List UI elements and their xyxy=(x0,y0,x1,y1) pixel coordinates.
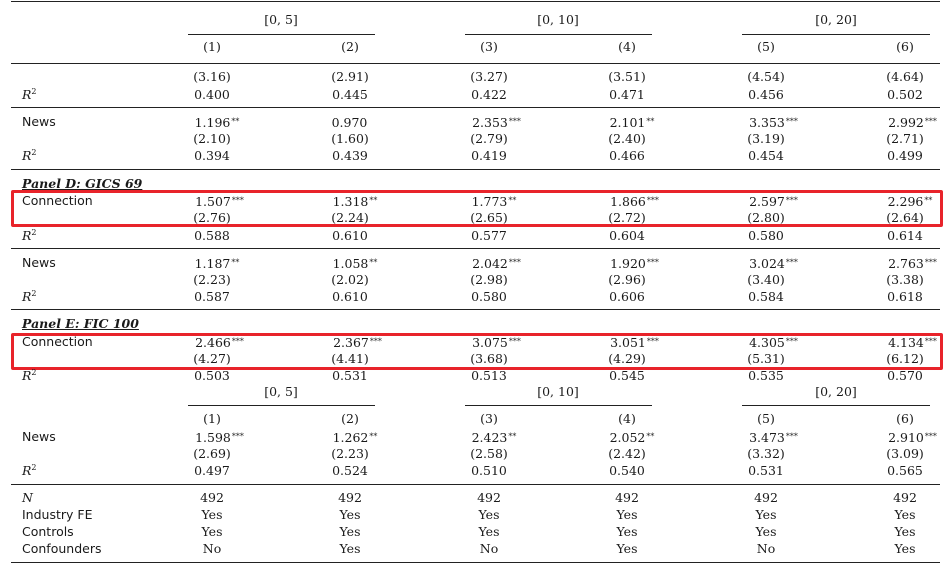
panel-e-title: Panel E: FIC 100 xyxy=(22,316,139,331)
footer-cell: Yes xyxy=(478,507,500,522)
coefficient-value: 1.058 xyxy=(332,256,369,271)
significance-stars: *** xyxy=(231,432,244,441)
group-underline xyxy=(742,34,930,35)
significance-stars: ** xyxy=(231,117,240,126)
t-stat-cell: (4.29) xyxy=(608,351,646,366)
significance-stars: *** xyxy=(508,258,521,267)
coefficient-value: 2.296 xyxy=(887,194,924,209)
window-group-header: [0, 10] xyxy=(537,12,579,27)
t-stat-cell: (2.69) xyxy=(193,446,231,461)
footer-cell: Yes xyxy=(339,507,361,522)
group-underline xyxy=(188,34,375,35)
coefficient-cell xyxy=(295,429,415,445)
t-stat-cell: (2.02) xyxy=(331,272,369,287)
r-squared-cell: 0.565 xyxy=(887,463,923,478)
footer-cell: 492 xyxy=(893,490,917,505)
column-number-header: (5) xyxy=(757,39,775,54)
row-label-news: News xyxy=(22,429,56,444)
r-squared-cell: 0.540 xyxy=(609,463,645,478)
coefficient-cell xyxy=(714,429,834,445)
coefficient-value: 2.597 xyxy=(749,194,785,209)
coefficient-cell xyxy=(160,429,280,445)
r-squared-symbol: R xyxy=(22,228,32,243)
r-squared-cell: 0.606 xyxy=(609,289,645,304)
window-group-header: [0, 20] xyxy=(815,12,857,27)
coefficient-cell xyxy=(853,114,950,130)
footer-cell: Yes xyxy=(616,524,638,539)
header-bottom-rule xyxy=(11,63,940,64)
t-stat-cell: (2.71) xyxy=(886,131,924,146)
coefficient-cell xyxy=(437,255,557,271)
footer-cell: Yes xyxy=(201,507,223,522)
footer-row-label: Confounders xyxy=(22,541,102,556)
r-squared-cell: 0.570 xyxy=(887,368,923,383)
coefficient-cell xyxy=(853,429,950,445)
r-squared-label xyxy=(22,148,37,163)
r-squared-cell: 0.419 xyxy=(471,148,507,163)
footer-cell: Yes xyxy=(339,524,361,539)
coefficient-value: 2.042 xyxy=(472,256,508,271)
r-squared-cell: 0.466 xyxy=(609,148,645,163)
r-squared-superscript: 2 xyxy=(31,227,37,237)
footer-cell: 492 xyxy=(200,490,224,505)
footer-cell: Yes xyxy=(339,541,361,556)
r-squared-label xyxy=(22,228,37,243)
coefficient-cell xyxy=(157,114,277,130)
footer-cell: Yes xyxy=(755,507,777,522)
t-stat-cell: (3.68) xyxy=(470,351,508,366)
r-squared-cell: 0.503 xyxy=(194,368,230,383)
coefficient-value: 3.024 xyxy=(749,256,785,271)
coefficient-cell xyxy=(434,429,554,445)
r-squared-superscript: 2 xyxy=(31,288,37,298)
coefficient-value: 1.598 xyxy=(195,430,231,445)
r-squared-cell: 0.610 xyxy=(332,289,368,304)
coefficient-value: 2.353 xyxy=(472,115,508,130)
t-stat-cell: (2.58) xyxy=(470,446,508,461)
coefficient-value: 2.466 xyxy=(195,335,231,350)
t-stat-cell: (5.31) xyxy=(747,351,785,366)
coefficient-value: 4.305 xyxy=(749,335,785,350)
coefficient-value: 4.134 xyxy=(888,335,924,350)
significance-stars: *** xyxy=(785,432,798,441)
significance-stars: ** xyxy=(369,432,378,441)
r-squared-cell: 0.445 xyxy=(332,87,368,102)
footer-cell: No xyxy=(479,541,499,556)
t-stat-cell: (2.76) xyxy=(193,210,231,225)
r-squared-superscript: 2 xyxy=(31,462,37,472)
coefficient-cell xyxy=(290,114,410,130)
t-stat-cell: (2.42) xyxy=(608,446,646,461)
t-stat-cell: (3.38) xyxy=(886,272,924,287)
t-stat-cell: (2.65) xyxy=(470,210,508,225)
t-stat-cell: (3.27) xyxy=(470,69,508,84)
footer-cell: 492 xyxy=(477,490,501,505)
significance-stars: ** xyxy=(646,117,655,126)
coefficient-value: 3.473 xyxy=(749,430,785,445)
r-squared-cell: 0.588 xyxy=(194,228,230,243)
section-rule xyxy=(11,484,940,485)
coefficient-cell xyxy=(572,429,692,445)
t-stat-cell: (3.16) xyxy=(193,69,231,84)
t-stat-cell: (2.80) xyxy=(747,210,785,225)
column-number-header: (3) xyxy=(480,39,498,54)
r-squared-symbol: R xyxy=(22,463,32,478)
t-stat-cell: (6.12) xyxy=(886,351,924,366)
t-stat-cell: (2.98) xyxy=(470,272,508,287)
r-squared-cell: 0.510 xyxy=(471,463,507,478)
footer-cell: Yes xyxy=(616,507,638,522)
top-rule xyxy=(11,1,940,2)
group-underline xyxy=(465,34,652,35)
coefficient-value: 1.318 xyxy=(332,194,369,209)
coefficient-value: 2.423 xyxy=(471,430,508,445)
coefficient-cell xyxy=(572,114,692,130)
coefficient-value: 2.763 xyxy=(888,256,924,271)
footer-row-label: Industry FE xyxy=(22,507,93,522)
t-stat-cell: (2.40) xyxy=(608,131,646,146)
significance-stars: *** xyxy=(924,117,937,126)
coefficient-value: 3.075 xyxy=(472,335,508,350)
t-stat-cell: (4.54) xyxy=(747,69,785,84)
highlight-box-panel-d xyxy=(11,190,943,227)
t-stat-cell: (2.72) xyxy=(608,210,646,225)
row-label-connection: Connection xyxy=(22,193,93,208)
significance-stars: *** xyxy=(785,196,798,205)
column-number-header: (6) xyxy=(896,39,914,54)
significance-stars: *** xyxy=(646,258,659,267)
bottom-rule xyxy=(11,562,940,563)
r-squared-cell: 0.400 xyxy=(194,87,230,102)
section-rule xyxy=(11,169,940,170)
t-stat-cell: (3.40) xyxy=(747,272,785,287)
r-squared-cell: 0.439 xyxy=(332,148,368,163)
significance-stars: *** xyxy=(508,337,521,346)
coefficient-value: 2.910 xyxy=(888,430,924,445)
group-underline xyxy=(465,405,652,406)
t-stat-cell: (2.91) xyxy=(331,69,369,84)
footer-cell: Yes xyxy=(201,524,223,539)
column-number-header: (1) xyxy=(203,39,221,54)
significance-stars: ** xyxy=(231,258,240,267)
window-group-header: [0, 20] xyxy=(815,384,857,399)
significance-stars: *** xyxy=(231,337,244,346)
r-squared-cell: 0.502 xyxy=(887,87,923,102)
r-squared-cell: 0.513 xyxy=(471,368,507,383)
coefficient-cell xyxy=(157,255,277,271)
footer-cell: Yes xyxy=(894,541,916,556)
coefficient-cell xyxy=(853,255,950,271)
r-squared-cell: 0.604 xyxy=(609,228,645,243)
row-label-connection: Connection xyxy=(22,334,93,349)
r-squared-cell: 0.497 xyxy=(194,463,230,478)
r-squared-symbol: R xyxy=(22,289,32,304)
t-stat-cell: (2.64) xyxy=(886,210,924,225)
significance-stars: *** xyxy=(646,337,659,346)
t-stat-cell: (2.10) xyxy=(193,131,231,146)
r-squared-cell: 0.618 xyxy=(887,289,923,304)
coefficient-value: 2.101 xyxy=(609,115,646,130)
highlight-box-panel-e xyxy=(11,333,943,370)
coefficient-value: 1.920 xyxy=(610,256,646,271)
footer-cell: No xyxy=(756,541,776,556)
r-squared-cell: 0.531 xyxy=(332,368,368,383)
footer-row-label: Controls xyxy=(22,524,74,539)
t-stat-cell: (3.32) xyxy=(747,446,785,461)
r-squared-label xyxy=(22,463,37,478)
footer-cell: No xyxy=(202,541,222,556)
r-squared-cell: 0.422 xyxy=(471,87,507,102)
significance-stars: ** xyxy=(508,196,517,205)
r-squared-cell: 0.614 xyxy=(887,228,923,243)
section-rule xyxy=(11,309,940,310)
r-squared-cell: 0.456 xyxy=(748,87,784,102)
significance-stars: *** xyxy=(785,117,798,126)
r-squared-cell: 0.471 xyxy=(609,87,645,102)
significance-stars: *** xyxy=(646,196,659,205)
r-squared-superscript: 2 xyxy=(31,147,37,157)
group-underline xyxy=(188,405,375,406)
column-number-header: (5) xyxy=(757,411,775,426)
significance-stars: *** xyxy=(924,337,937,346)
group-underline xyxy=(742,405,930,406)
r-squared-cell: 0.610 xyxy=(332,228,368,243)
significance-stars: ** xyxy=(924,196,933,205)
significance-stars: ** xyxy=(369,196,378,205)
footer-cell: Yes xyxy=(894,507,916,522)
coefficient-value: 2.367 xyxy=(333,335,369,350)
significance-stars: *** xyxy=(508,117,521,126)
coefficient-cell xyxy=(714,255,834,271)
footer-cell: 492 xyxy=(615,490,639,505)
coefficient-cell xyxy=(295,255,415,271)
t-stat-cell: (3.09) xyxy=(886,446,924,461)
r-squared-cell: 0.454 xyxy=(748,148,784,163)
footer-cell: 492 xyxy=(338,490,362,505)
significance-stars: *** xyxy=(785,337,798,346)
r-squared-label xyxy=(22,368,37,383)
r-squared-cell: 0.577 xyxy=(471,228,507,243)
r-squared-label xyxy=(22,289,37,304)
significance-stars: *** xyxy=(785,258,798,267)
significance-stars: ** xyxy=(508,432,517,441)
significance-stars: ** xyxy=(369,258,378,267)
coefficient-cell xyxy=(575,255,695,271)
t-stat-cell: (4.64) xyxy=(886,69,924,84)
coefficient-value: 1.262 xyxy=(332,430,369,445)
window-group-header: [0, 5] xyxy=(264,12,298,27)
r-squared-cell: 0.524 xyxy=(332,463,368,478)
t-stat-cell: (4.27) xyxy=(193,351,231,366)
coefficient-value: 0.970 xyxy=(331,115,368,130)
footer-cell: 492 xyxy=(754,490,778,505)
t-stat-cell: (2.23) xyxy=(193,272,231,287)
significance-stars: *** xyxy=(924,432,937,441)
r-squared-cell: 0.499 xyxy=(887,148,923,163)
coefficient-value: 1.196 xyxy=(194,115,231,130)
significance-stars: *** xyxy=(369,337,382,346)
r-squared-cell: 0.580 xyxy=(748,228,784,243)
coefficient-value: 1.773 xyxy=(471,194,508,209)
coefficient-value: 3.051 xyxy=(610,335,646,350)
t-stat-cell: (2.79) xyxy=(470,131,508,146)
row-label-news: News xyxy=(22,255,56,270)
t-stat-cell: (4.41) xyxy=(331,351,369,366)
r-squared-symbol: R xyxy=(22,368,32,383)
r-squared-cell: 0.394 xyxy=(194,148,230,163)
coefficient-value: 2.052 xyxy=(609,430,646,445)
t-stat-cell: (3.51) xyxy=(608,69,646,84)
coefficient-value: 1.507 xyxy=(195,194,231,209)
coefficient-cell xyxy=(714,114,834,130)
r-squared-symbol: R xyxy=(22,87,32,102)
footer-cell: Yes xyxy=(478,524,500,539)
column-number-header: (1) xyxy=(203,411,221,426)
row-label-news: News xyxy=(22,114,56,129)
column-number-header: (4) xyxy=(618,39,636,54)
coefficient-value: 1.866 xyxy=(610,194,646,209)
coefficient-value: 3.353 xyxy=(749,115,785,130)
column-number-header: (2) xyxy=(341,39,359,54)
column-number-header: (6) xyxy=(896,411,914,426)
footer-row-label: N xyxy=(22,490,33,505)
column-number-header: (4) xyxy=(618,411,636,426)
t-stat-cell: (3.19) xyxy=(747,131,785,146)
t-stat-cell: (1.60) xyxy=(331,131,369,146)
significance-stars: *** xyxy=(924,258,937,267)
coefficient-cell xyxy=(437,114,557,130)
r-squared-cell: 0.580 xyxy=(471,289,507,304)
coefficient-value: 2.992 xyxy=(888,115,924,130)
r-squared-symbol: R xyxy=(22,148,32,163)
footer-cell: Yes xyxy=(616,541,638,556)
panel-d-title: Panel D: GICS 69 xyxy=(22,176,143,191)
window-group-header: [0, 10] xyxy=(537,384,579,399)
r-squared-label xyxy=(22,87,37,102)
r-squared-cell: 0.545 xyxy=(609,368,645,383)
r-squared-cell: 0.584 xyxy=(748,289,784,304)
section-rule xyxy=(11,107,940,108)
r-squared-cell: 0.587 xyxy=(194,289,230,304)
column-number-header: (2) xyxy=(341,411,359,426)
r-squared-superscript: 2 xyxy=(31,86,37,96)
t-stat-cell: (2.24) xyxy=(331,210,369,225)
footer-cell: Yes xyxy=(894,524,916,539)
section-rule xyxy=(11,248,940,249)
footer-cell: Yes xyxy=(755,524,777,539)
r-squared-superscript: 2 xyxy=(31,367,37,377)
t-stat-cell: (2.23) xyxy=(331,446,369,461)
window-group-header: [0, 5] xyxy=(264,384,298,399)
coefficient-value: 1.187 xyxy=(194,256,231,271)
r-squared-cell: 0.531 xyxy=(748,463,784,478)
significance-stars: *** xyxy=(231,196,244,205)
r-squared-cell: 0.535 xyxy=(748,368,784,383)
column-number-header: (3) xyxy=(480,411,498,426)
t-stat-cell: (2.96) xyxy=(608,272,646,287)
significance-stars: ** xyxy=(646,432,655,441)
